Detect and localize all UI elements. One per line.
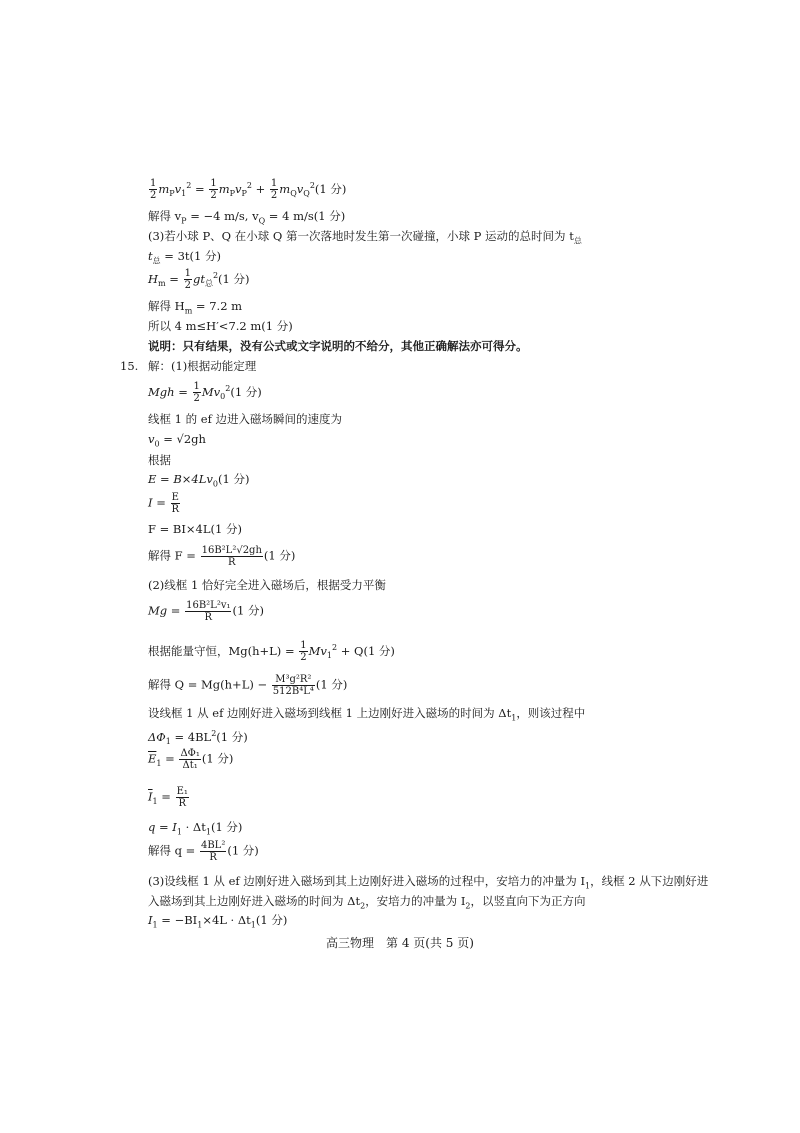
impulse-equation: $I_1 = -BI_1\times 4L \cdot \Delta t_1(1$ 分) — [148, 913, 288, 930]
force-solution: 解得 F = $\frac{\text{16B²L²√2gh}}{R}$ (1 分) — [148, 545, 296, 568]
emf-equation: $E = B\times 4Lv_0(1$ 分) — [148, 472, 250, 489]
score-note: (1 分) — [314, 181, 347, 196]
heat-solution: 解得 Q = Mg(h+L) − $\frac{\text{M³g²R²}}{\text{512B⁴L⁴}}$ (1 分) — [148, 674, 348, 697]
average-emf: $\overline{E}_1$ = $\frac{\text{ΔΦ₁}}{\text{Δt₁}}$ (1 分) — [148, 748, 234, 771]
charge-equation: $q = I_1 \cdot \Delta t_1(1$ 分) — [148, 820, 243, 837]
part2-statement: (2)线框 1 恰好完全进入磁场后，根据受力平衡 — [148, 578, 386, 592]
current-equation: I = $\frac{E}{R}$ — [148, 492, 180, 515]
height-solution: 解得 $H_m = 7.2$ m — [148, 299, 243, 316]
energy-conservation-equation: $\frac{1}{2}$ $m_Pv_1^2$ = $\frac{1}{2}$ $m_Pv_P^2$ + $\frac{1}{2}$ $m_Qv_Q^2(1$ 分) — [150, 178, 347, 202]
energy-equation: 根据能量守恒，Mg(h+L) = $\frac{1}{2}$ $Mv_1^2 + Q(1$ 分) — [148, 640, 395, 664]
force-equation: F = BI×4L(1 分) — [148, 522, 242, 536]
height-range: 所以 4 m≤H′<7.2 m(1 分) — [148, 319, 293, 333]
part3-statement: (3)若小球 P、Q 在小球 Q 第一次落地时发生第一次碰撞，小球 P 运动的总时间为 $t_总$ — [148, 229, 582, 246]
question-number: 15. — [120, 359, 139, 373]
average-current: $\overline{I}_1$ = $\frac{\text{E₁}}{R}$ — [148, 786, 188, 809]
part3-setup-2: 入磁场到其上边刚好进入磁场的时间为 $\Delta t_2$，安培力的冲量为 $I_2$，以竖直向下为正方向 — [148, 894, 586, 911]
balance-equation: Mg = $\frac{\text{16B²L²v₁}}{R}$ (1 分) — [148, 600, 264, 623]
flux-change: $\Delta\Phi_1 = 4BL^2(1$ 分) — [148, 729, 248, 747]
charge-solution: 解得 q = $\frac{\text{4BL²}}{R}$ (1 分) — [148, 840, 259, 863]
v0-expression: $v_0 = √2gh$ — [148, 432, 206, 449]
height-equation: $H_m$ = $\frac{1}{2}$ $gt_总^2(1$ 分) — [148, 268, 250, 292]
velocity-solution: 解得 $v_P = -4$ m/s, $v_Q = 4$ m/s(1 分) — [148, 209, 346, 226]
part3-setup-1: (3)设线框 1 从 ef 边刚好进入磁场到其上边刚好进入磁场的过程中，安培力的冲量为 $I_1$，线框 2 从下边刚好进 — [148, 874, 709, 891]
according-to: 根据 — [148, 453, 171, 467]
page-footer: 高三物理 第 4 页(共 5 页) — [326, 936, 474, 950]
q15-part1-heading: 解：(1)根据动能定理 — [148, 359, 257, 373]
speed-statement: 线框 1 的 ef 边进入磁场瞬间的速度为 — [148, 412, 342, 426]
kinetic-energy-equation: Mgh = $\frac{1}{2}$ $Mv_0^2(1$ 分) — [148, 381, 262, 405]
time-equation: $t_总 = 3t(1$ 分) — [148, 249, 221, 266]
grading-note: 说明：只有结果，没有公式或文字说明的不给分，其他正确解法亦可得分。 — [148, 339, 528, 353]
time-setup: 设线框 1 从 ef 边刚好进入磁场到线框 1 上边刚好进入磁场的时间为 $\Delta t_1$，则该过程中 — [148, 706, 586, 723]
